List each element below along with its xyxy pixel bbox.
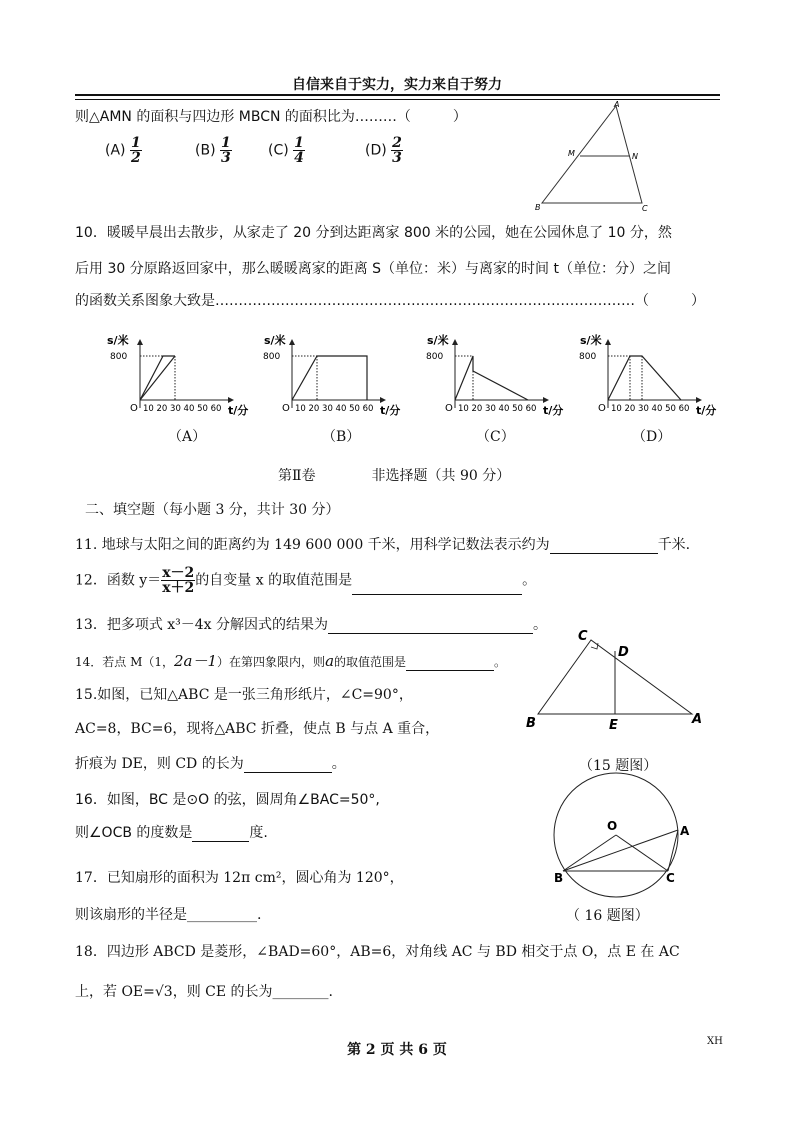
y-axis-label: s/米 bbox=[264, 334, 286, 347]
q15-end: 。 bbox=[331, 756, 346, 772]
q18-pre: 上，若 OE= bbox=[75, 984, 155, 1000]
q10-graph-a bbox=[105, 328, 255, 418]
q9-stem: 则△AMN 的面积与四边形 MBCN 的面积比为………（ ） bbox=[75, 109, 467, 125]
q14-end: 。 bbox=[494, 655, 507, 669]
y-tick-800: 800 bbox=[263, 352, 281, 362]
q10-graph-b bbox=[262, 328, 412, 418]
q9-option-fraction: $\frac{2}{3}$ bbox=[392, 135, 402, 166]
label-c: C bbox=[578, 629, 588, 644]
q9-option-d bbox=[365, 136, 403, 165]
x-ticks: 10 20 30 40 50 60 bbox=[611, 404, 690, 414]
q12-pre: 12．函数 y＝ bbox=[75, 572, 162, 589]
q15-caption: （15 题图） bbox=[579, 758, 658, 774]
q14-post: 的取值范围是 bbox=[334, 655, 407, 669]
q16-line1: 16．如图，BC 是⊙O 的弦，圆周角∠BAC=50°, bbox=[75, 792, 380, 808]
x-axis-label: t/分 bbox=[380, 404, 401, 417]
q16-caption: （ 16 题图） bbox=[566, 908, 649, 924]
origin-label: O bbox=[282, 403, 290, 414]
q9-option-label: (A) bbox=[105, 142, 126, 159]
q15-line3: 折痕为 DE，则 CD 的长为 bbox=[75, 756, 244, 772]
section2-subtitle: 二、填空题（每小题 3 分，共计 30 分） bbox=[85, 502, 340, 518]
q15-figure bbox=[520, 625, 720, 740]
x-axis-label: t/分 bbox=[696, 404, 717, 417]
page-number: 第 2 页 共 6 页 bbox=[347, 1042, 447, 1058]
q11-answer-blank[interactable] bbox=[550, 539, 658, 554]
label-m: M bbox=[568, 149, 575, 158]
q14-answer-blank[interactable] bbox=[406, 656, 494, 671]
q16-end: 度. bbox=[249, 825, 268, 841]
q9-option-b bbox=[195, 136, 232, 165]
x-axis-label: t/分 bbox=[228, 404, 249, 417]
header-rule-thick bbox=[75, 94, 720, 96]
q9-option-fraction: $\frac{1}{3}$ bbox=[220, 135, 231, 166]
y-tick-800: 800 bbox=[579, 352, 597, 362]
label-a: A bbox=[680, 824, 690, 838]
q9-option-c bbox=[268, 136, 305, 165]
q10-caption-c: （C） bbox=[476, 429, 515, 445]
label-b: B bbox=[526, 716, 536, 731]
x-ticks: 10 20 30 40 50 60 bbox=[295, 404, 374, 414]
x-ticks: 10 20 30 40 50 60 bbox=[143, 404, 222, 414]
q14 bbox=[75, 650, 506, 671]
q15-line2: AC=8，BC=6，现将△ABC 折叠，使点 B 与点 A 重合， bbox=[75, 721, 440, 737]
section2-title: 第Ⅱ卷 非选择题（共 90 分） bbox=[278, 468, 511, 484]
label-c: C bbox=[666, 871, 675, 885]
q13-text: 13．把多项式 x³－4x 分解因式的结果为 bbox=[75, 617, 329, 633]
q18-line1: 18．四边形 ABCD 是菱形，∠BAD=60°，AB=6，对角线 AC 与 BD 相交于点 O，点 E 在 AC bbox=[75, 944, 680, 960]
label-c: C bbox=[642, 204, 648, 213]
q10-line2: 后用 30 分原路返回家中，那么暖暖离家的距离 S（单位：米）与离家的时间 t（单位：分）之间 bbox=[75, 261, 671, 277]
q12-end: 。 bbox=[522, 572, 537, 589]
q18-line2 bbox=[75, 981, 333, 1001]
q16-answer-blank[interactable] bbox=[192, 827, 249, 842]
q16-line2: 则∠OCB 的度数是 bbox=[75, 825, 193, 841]
q15-line1: 15.如图，已知△ABC 是一张三角形纸片，∠C=90°， bbox=[75, 687, 413, 703]
q13 bbox=[75, 614, 547, 634]
q14-var: a bbox=[325, 652, 335, 670]
q13-answer-blank[interactable] bbox=[328, 619, 533, 634]
q10-line1: 10．暖暖早晨出去散步，从家走了 20 分到达距离家 800 米的公园，她在公园休息了 10 分，然 bbox=[75, 225, 672, 241]
label-o: O bbox=[607, 819, 618, 833]
label-b: B bbox=[535, 203, 541, 212]
q9-triangle-figure bbox=[530, 98, 660, 213]
q14-pre: 14．若点 M（1， bbox=[75, 655, 175, 669]
q9-option-label: (C) bbox=[268, 142, 289, 159]
y-axis-label: s/米 bbox=[107, 334, 129, 347]
y-tick-800: 800 bbox=[426, 352, 444, 362]
q15-line3-wrap bbox=[75, 753, 346, 773]
q12 bbox=[75, 566, 536, 595]
q13-end: 。 bbox=[533, 617, 548, 633]
q9-option-label: (D) bbox=[365, 142, 387, 159]
q12-fraction: $\frac{x-2}{x+2}$ bbox=[162, 565, 195, 596]
origin-label: O bbox=[598, 403, 606, 414]
q10-caption-b: （B） bbox=[322, 429, 361, 445]
origin-label: O bbox=[130, 403, 138, 414]
q10-caption-a: （A） bbox=[168, 429, 207, 445]
origin-label: O bbox=[445, 403, 453, 414]
x-axis-label: t/分 bbox=[543, 404, 564, 417]
q10-graph-d bbox=[578, 328, 728, 418]
q15-answer-blank[interactable] bbox=[244, 758, 332, 773]
q18-radical: √3 bbox=[154, 984, 173, 1000]
q9-option-fraction: $\frac{1}{2}$ bbox=[130, 135, 141, 166]
page-header: 自信来自于实力，实力来自于努力 bbox=[292, 77, 502, 93]
q14-expr: 2a－1 bbox=[174, 652, 218, 670]
y-axis-label: s/米 bbox=[427, 334, 449, 347]
q14-mid: ）在第四象限内，则 bbox=[217, 655, 326, 669]
label-a: A bbox=[692, 712, 703, 727]
y-axis-label: s/米 bbox=[580, 334, 602, 347]
label-a: A bbox=[614, 100, 620, 109]
q11-tail: 千米. bbox=[657, 537, 691, 553]
y-tick-800: 800 bbox=[110, 352, 128, 362]
q12-answer-blank[interactable] bbox=[352, 580, 522, 595]
q17-line2: 则该扇形的半径是__________. bbox=[75, 907, 262, 923]
label-n: N bbox=[632, 152, 638, 161]
q9-option-label: (B) bbox=[195, 142, 216, 159]
q9-option-fraction: $\frac{1}{4}$ bbox=[294, 135, 304, 166]
q10-line3: 的函数关系图象大致是………………………………………………………………………………（ ） bbox=[75, 293, 705, 309]
label-d: D bbox=[618, 645, 629, 660]
q16-circle-figure bbox=[548, 770, 708, 900]
footer-mark: XH bbox=[707, 1036, 723, 1047]
q12-post: 的自变量 x 的取值范围是 bbox=[195, 572, 353, 589]
q9-option-a bbox=[105, 136, 142, 165]
x-ticks: 10 20 30 40 50 60 bbox=[458, 404, 537, 414]
q10-graph-c bbox=[425, 328, 575, 418]
q10-caption-d: （D） bbox=[632, 429, 672, 445]
q11-text: 11. 地球与太阳之间的距离约为 149 600 000 千米，用科学记数法表示约为 bbox=[75, 537, 550, 553]
label-b: B bbox=[554, 871, 564, 885]
label-e: E bbox=[609, 718, 618, 733]
q16-line2-wrap bbox=[75, 822, 268, 842]
q17-line1: 17．已知扇形的面积为 12π cm²，圆心角为 120°， bbox=[75, 870, 404, 886]
q18-post: ，则 CE 的长为________. bbox=[172, 984, 334, 1000]
q11 bbox=[75, 534, 690, 554]
